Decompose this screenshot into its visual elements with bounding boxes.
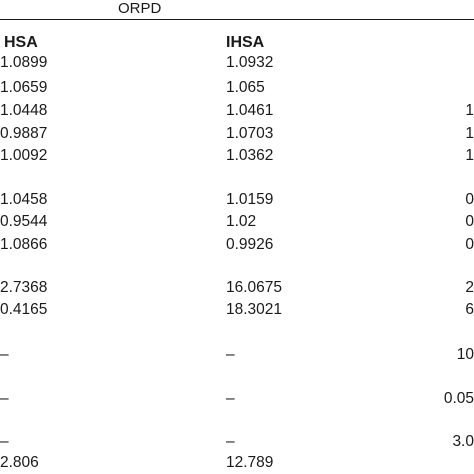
- cell-right: 0: [465, 191, 474, 208]
- cell-hsa: 2.806: [0, 454, 39, 471]
- cell-hsa: 0.9544: [0, 213, 48, 230]
- cell-ihsa: 0.9926: [226, 236, 274, 253]
- table-group-header: ORPD: [118, 0, 162, 17]
- column-header-ihsa: IHSA: [226, 34, 265, 51]
- cell-ihsa: 1.0461: [226, 102, 274, 119]
- cell-right: 2: [465, 279, 474, 296]
- cell-hsa: 2.7368: [0, 279, 48, 296]
- cell-ihsa: 1.0362: [226, 147, 274, 164]
- cell-ihsa: 1.0932: [226, 54, 274, 71]
- cell-hsa: 1.0448: [0, 102, 48, 119]
- cell-ihsa: 1.0159: [226, 191, 274, 208]
- cell-right: 0: [465, 213, 474, 230]
- cell-ihsa: 12.789: [226, 454, 274, 471]
- cell-right: 1: [465, 102, 474, 119]
- cell-hsa: 1.0866: [0, 236, 48, 253]
- cell-ihsa: 18.3021: [226, 301, 283, 318]
- cell-right: 1: [465, 147, 474, 164]
- cell-ihsa: 1.065: [226, 79, 265, 96]
- cell-ihsa: 16.0675: [226, 279, 283, 296]
- cell-right: 1: [465, 125, 474, 142]
- cell-hsa: 0.4165: [0, 301, 48, 318]
- cell-hsa: 0.9887: [0, 125, 48, 142]
- column-header-hsa: HSA: [4, 34, 38, 51]
- cell-hsa: 1.0659: [0, 79, 48, 96]
- cell-ihsa: 1.02: [226, 213, 257, 230]
- cell-hsa: 1.0899: [0, 54, 48, 71]
- cell-ihsa: –: [226, 390, 235, 407]
- cell-hsa: 1.0092: [0, 147, 48, 164]
- cell-ihsa: –: [226, 346, 235, 363]
- cell-right: 0.05: [443, 390, 474, 407]
- cell-right: 3.0: [452, 433, 474, 450]
- cell-hsa: –: [0, 346, 9, 363]
- header-rule: [0, 19, 474, 20]
- cell-ihsa: –: [226, 433, 235, 450]
- cell-ihsa: 1.0703: [226, 125, 274, 142]
- cell-right: 0: [465, 236, 474, 253]
- cell-right: 10: [456, 346, 474, 363]
- cell-hsa: –: [0, 433, 9, 450]
- cell-hsa: 1.0458: [0, 191, 48, 208]
- cell-right: 6: [465, 301, 474, 318]
- cell-hsa: –: [0, 390, 9, 407]
